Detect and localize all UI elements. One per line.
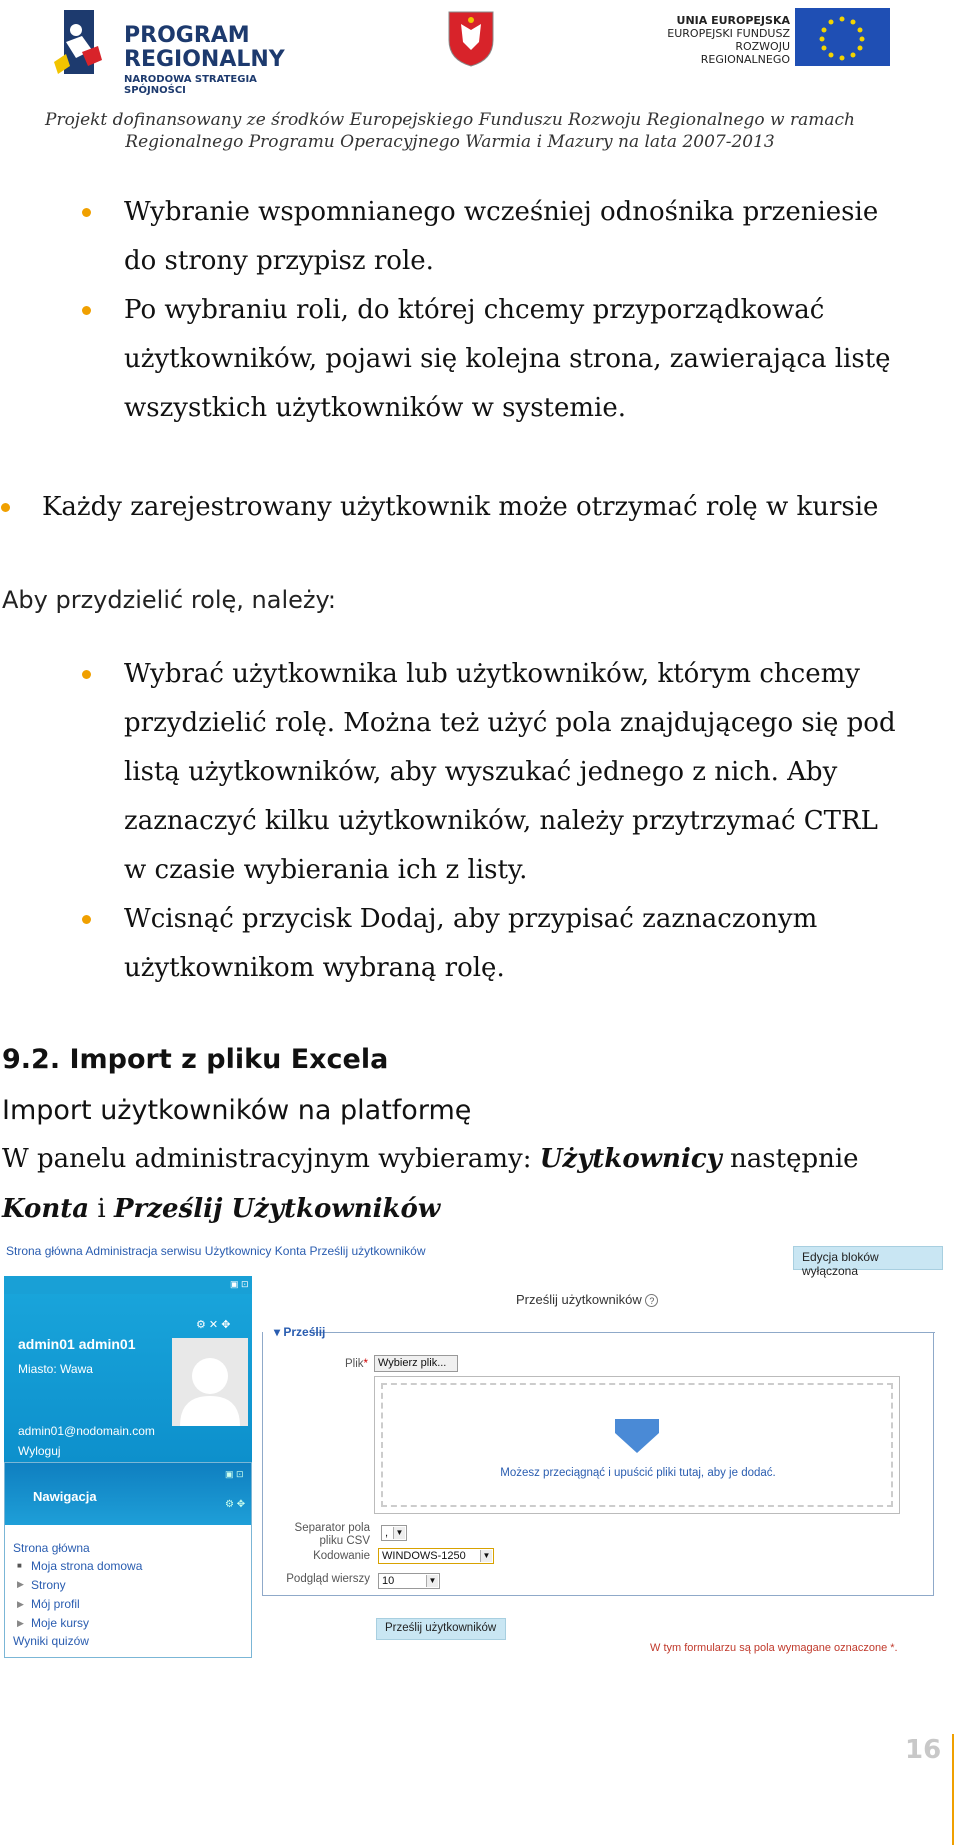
logout-link[interactable]: Wyloguj [18, 1444, 61, 1458]
path-accounts: Konta [2, 1194, 90, 1224]
dropdown-arrow-icon: ▼ [393, 1527, 405, 1539]
nav-controls-icon[interactable]: ▣ ⊡ [225, 1469, 244, 1479]
list2-line6: Wcisnąć przycisk Dodaj, aby przypisać zaznaczonym [124, 904, 818, 934]
page-title-text: Prześlij użytkowników [516, 1292, 642, 1307]
program-regionalny-logo [52, 6, 322, 96]
intro-text: Aby przydzielić rolę, należy: [2, 586, 337, 614]
legend-text: Prześlij [283, 1325, 326, 1339]
user-block [4, 1276, 252, 1462]
nav-item-quiz-results[interactable]: Wyniki quizów [13, 1634, 89, 1648]
section-heading: 9.2. Import z pliku Excela [2, 1044, 389, 1075]
edit-blocks-button[interactable]: Edycja bloków wyłączona [793, 1246, 943, 1270]
preview-rows-select[interactable]: 10 ▼ [378, 1573, 440, 1589]
csv-separator-select[interactable]: , ▼ [381, 1525, 407, 1541]
path-and: i [89, 1194, 114, 1224]
bullet-icon [82, 915, 91, 924]
submit-upload-button[interactable]: Prześlij użytkowników [376, 1618, 506, 1640]
user-block-header [4, 1276, 252, 1294]
bullet-icon [82, 670, 91, 679]
path-line2 [2, 1194, 440, 1224]
ue-line3: ROZWOJU REGIONALNEGO [700, 40, 790, 66]
outer-bullet-text: Każdy zarejestrowany użytkownik może otrzymać rolę w kursie [42, 492, 879, 522]
nav-item-pages[interactable]: Strony [31, 1578, 66, 1592]
user-name: admin01 admin01 [18, 1336, 136, 1352]
nav-item-profile[interactable]: Mój profil [31, 1597, 80, 1611]
path-upload: Prześlij Użytkowników [114, 1194, 441, 1224]
program-line1: PROGRAM [124, 23, 250, 48]
path-prefix: W panelu administracyjnym wybieramy: [2, 1144, 540, 1174]
path-users: Użytkownicy [539, 1144, 722, 1174]
expand-arrow-icon[interactable]: ▶ [17, 1618, 24, 1628]
embedded-screenshot [0, 1240, 960, 1660]
list2-line7: użytkownikom wybraną rolę. [124, 953, 505, 983]
list2-line1: Wybrać użytkownika lub użytkowników, którym chcemy [124, 659, 860, 689]
fieldset-legend[interactable]: ▾ Prześlij [274, 1325, 326, 1339]
program-line3: NARODOWA STRATEGIA SPÓJNOŚCI [124, 74, 257, 96]
encoding-label: Kodowanie [313, 1550, 370, 1562]
list2-line2: przydzielić rolę. Można też użyć pola znajdującego się pod [124, 708, 896, 738]
list1-line1: Wybranie wspomnianego wcześniej odnośnika przeniesie [124, 197, 879, 227]
choose-file-button[interactable]: Wybierz plik... [374, 1355, 458, 1372]
bullet-icon [1, 503, 10, 512]
encoding-select[interactable]: WINDOWS-1250 ▼ [378, 1548, 494, 1564]
expand-arrow-icon[interactable]: ▶ [17, 1599, 24, 1609]
dropdown-arrow-icon: ▼ [480, 1550, 492, 1562]
block-move-icon[interactable]: ⚙ ✕ ✥ [196, 1319, 231, 1331]
avatar-icon [172, 1338, 248, 1426]
required-note: W tym formularzu są pola wymagane oznaczone *. [650, 1642, 898, 1654]
nav-item-home[interactable]: Strona główna [13, 1541, 90, 1555]
ue-line2: EUROPEJSKI FUNDUSZ [667, 27, 790, 40]
list2-line3: listą użytkowników, aby wyszukać jednego z nich. Aby [124, 757, 838, 787]
list1-line2: do strony przypisz role. [124, 246, 434, 276]
user-email[interactable]: admin01@nodomain.com [18, 1424, 155, 1438]
square-bullet-icon: ■ [17, 1561, 22, 1570]
nav-item-my-home[interactable]: Moja strona domowa [31, 1559, 143, 1573]
file-label: Plik* [344, 1358, 368, 1370]
page-title [516, 1292, 658, 1307]
help-icon[interactable]: ? [645, 1294, 658, 1307]
fieldset-border [313, 1332, 935, 1333]
page-number: 16 [905, 1735, 942, 1765]
list1-line3: Po wybraniu roli, do której chcemy przyporządkować [124, 295, 825, 325]
down-arrow-icon [615, 1419, 659, 1455]
bullet-icon [82, 208, 91, 217]
list1-line5: wszystkich użytkowników w systemie. [124, 393, 626, 423]
page-number-rule [952, 1734, 954, 1845]
list2-line5: w czasie wybierania ich z listy. [124, 855, 528, 885]
eu-flag-icon [795, 8, 890, 66]
preview-rows-label: Podgląd wierszy [286, 1573, 370, 1585]
bullet-icon [82, 306, 91, 315]
path-line1 [2, 1144, 859, 1174]
funding-line1: Projekt dofinansowany ze środków Europejskiego Funduszu Rozwoju Regionalnego w ramach [45, 110, 855, 130]
file-dropzone[interactable] [374, 1376, 900, 1514]
program-line2: REGIONALNY [124, 47, 285, 72]
program-logo-icon [52, 6, 122, 86]
list2-line4: zaznaczyć kilku użytkowników, należy przytrzymać CTRL [124, 806, 878, 836]
user-city: Miasto: Wawa [18, 1362, 93, 1376]
nav-item-courses[interactable]: Moje kursy [31, 1616, 90, 1630]
list1-line4: użytkowników, pojawi się kolejna strona, zawierająca listę [124, 344, 891, 374]
navigation-block [4, 1462, 252, 1658]
breadcrumb[interactable]: Strona główna Administracja serwisu Użytkownicy Konta Prześlij użytkowników [6, 1244, 426, 1258]
path-mid: następnie [721, 1144, 859, 1174]
drop-hint: Możesz przeciągnąć i upuścić pliki tutaj, aby je dodać. [500, 1467, 776, 1479]
nav-title: Nawigacja [33, 1489, 97, 1504]
eu-text [650, 14, 790, 66]
subheading: Import użytkowników na platformę [2, 1095, 472, 1126]
avatar [172, 1338, 248, 1426]
funding-line2: Regionalnego Programu Operacyjnego Warmia i Mazury na lata 2007-2013 [125, 132, 775, 152]
block-controls-icon[interactable]: ▣ ⊡ [230, 1279, 249, 1289]
csv-separator-label: Separator pola pliku CSV [294, 1522, 370, 1547]
expand-arrow-icon[interactable]: ▶ [17, 1579, 24, 1589]
dropdown-arrow-icon: ▼ [426, 1575, 438, 1587]
ue-line1: UNIA EUROPEJSKA [676, 14, 790, 27]
coat-of-arms-icon [445, 10, 497, 68]
nav-settings-icon[interactable]: ⚙ ✥ [225, 1499, 246, 1510]
